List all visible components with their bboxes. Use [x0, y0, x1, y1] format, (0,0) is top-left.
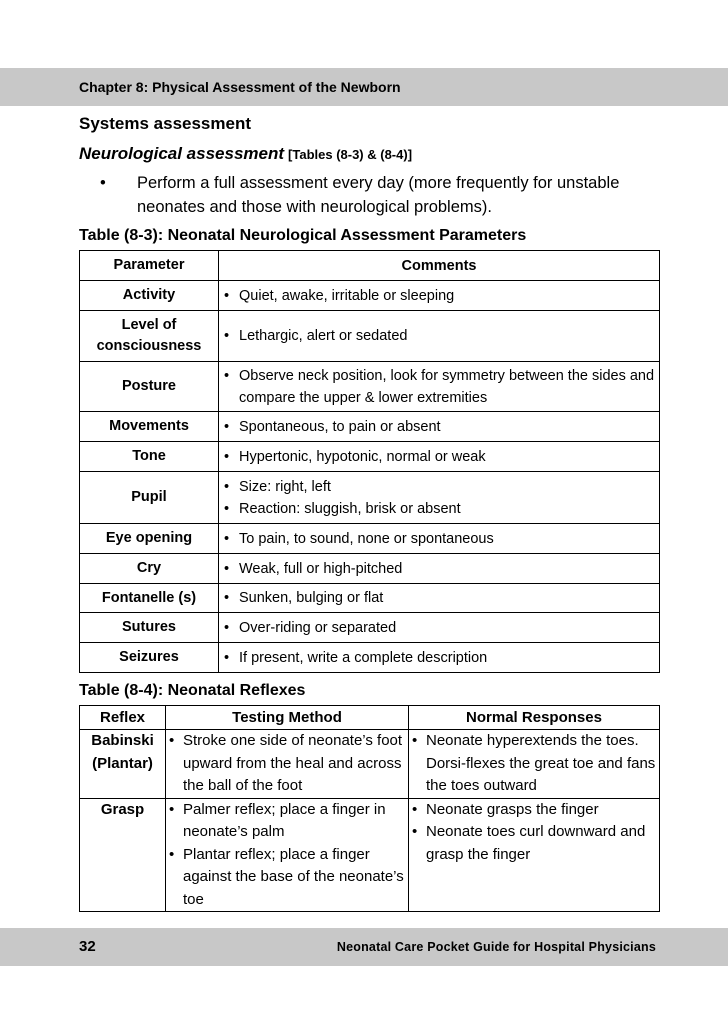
table-row: [80, 613, 660, 643]
page-number: 32: [79, 938, 96, 955]
method-item: • Palmer reflex; place a finger in neonate’s palm: [166, 799, 408, 844]
comment-item: • Reaction: sluggish, brisk or absent: [223, 498, 659, 520]
comment-item: • Weak, full or high-pitched: [223, 558, 659, 580]
column-header: Parameter: [80, 251, 219, 281]
table-row: [80, 584, 660, 613]
comment-item: • Size: right, left: [223, 476, 659, 498]
reflexes-table: [79, 705, 660, 912]
comment-item: • Lethargic, alert or sedated: [223, 325, 659, 347]
row-param: Activity: [80, 281, 219, 311]
row-param: Fontanelle (s): [80, 584, 219, 613]
table-row: [80, 730, 660, 799]
table-row: [80, 554, 660, 584]
row-param: Cry: [80, 554, 219, 584]
row-param: Tone: [80, 442, 219, 472]
subsection-title: Neurological assessment: [79, 144, 285, 163]
section-title: Systems assessment: [79, 114, 252, 133]
page-footer: [0, 928, 728, 966]
column-header: Reflex: [80, 706, 166, 730]
comment-item: • Over-riding or separated: [223, 617, 659, 639]
comment-item: • Sunken, bulging or flat: [223, 587, 659, 609]
comment-item: • Observe neck position, look for symmetry between the sides and compare the upper & lower extremities: [223, 365, 659, 409]
row-param: Seizures: [80, 643, 219, 673]
reflex-name: Babinski (Plantar): [80, 730, 166, 799]
table-row: [80, 412, 660, 442]
comment-item: • Quiet, awake, irritable or sleeping: [223, 285, 659, 307]
bullet-icon: •: [100, 174, 106, 192]
intro-bullet-text: Perform a full assessment every day (more frequently for unstable neonates and those with neurological problems).: [137, 174, 620, 216]
response-item: • Neonate grasps the finger: [409, 799, 659, 822]
row-param: Eye opening: [80, 524, 219, 554]
book-title: Neonatal Care Pocket Guide for Hospital Physicians: [336, 940, 656, 954]
column-header: Normal Responses: [409, 706, 660, 730]
table-row: [80, 643, 660, 673]
comment-item: • To pain, to sound, none or spontaneous: [223, 528, 659, 550]
method-item: • Plantar reflex; place a finger against the base of the neonate’s toe: [166, 844, 408, 912]
response-item: • Neonate hyperextends the toes. Dorsi-flexes the great toe and fans the toes outward: [409, 730, 659, 798]
chapter-title: Chapter 8: Physical Assessment of the Newborn: [79, 79, 401, 95]
chapter-header: [0, 68, 728, 106]
row-param: Level of consciousness: [80, 311, 219, 362]
table-reference: [Tables (8-3) & (8-4)]: [288, 147, 413, 162]
table-row: [80, 442, 660, 472]
row-param: Posture: [80, 362, 219, 412]
comment-item: • Hypertonic, hypotonic, normal or weak: [223, 446, 659, 468]
method-item: • Stroke one side of neonate’s foot upward from the heal and across the ball of the foot: [166, 730, 408, 798]
table-row: [80, 311, 660, 362]
table-caption: Table (8-3): Neonatal Neurological Assessment Parameters: [79, 227, 527, 244]
comment-item: • Spontaneous, to pain or absent: [223, 416, 659, 438]
response-item: • Neonate toes curl downward and grasp the finger: [409, 821, 659, 866]
column-header: Testing Method: [166, 706, 409, 730]
row-param: Sutures: [80, 613, 219, 643]
neuro-assessment-table: [79, 250, 660, 673]
table-row: [80, 472, 660, 524]
column-header: Comments: [219, 251, 660, 281]
subsection-heading: [79, 144, 412, 164]
intro-bullet: [100, 171, 680, 219]
table-caption: Table (8-4): Neonatal Reflexes: [79, 682, 306, 699]
table-row: [80, 281, 660, 311]
table-row: [80, 524, 660, 554]
table-row: [80, 362, 660, 412]
comment-item: • If present, write a complete description: [223, 647, 659, 669]
table-row: [80, 798, 660, 912]
row-param: Pupil: [80, 472, 219, 524]
reflex-name: Grasp: [80, 798, 166, 912]
row-param: Movements: [80, 412, 219, 442]
